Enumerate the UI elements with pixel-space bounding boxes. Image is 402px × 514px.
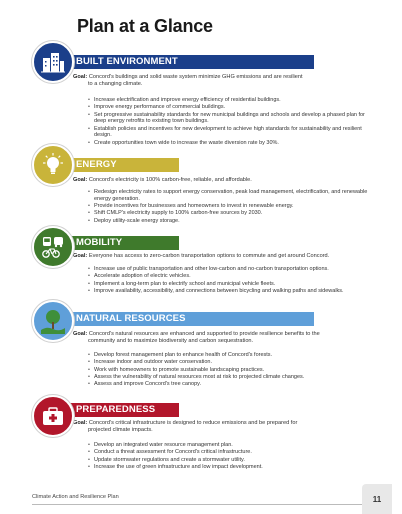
goal-text-line2: community and to maximize biodiversity and carbon sequestration.: [88, 338, 254, 345]
footer-title: Climate Action and Resilience Plan: [32, 494, 119, 500]
action-list: [88, 442, 373, 471]
list-item: • Establish policies and incentives for new development to achieve high standards for sustainability and resilient design.: [88, 126, 373, 139]
list-item: • Improve energy performance of commercial buildings.: [88, 104, 373, 111]
section-heading: NATURAL RESOURCES: [54, 312, 314, 326]
action-list: [88, 97, 373, 147]
goal-text-line1: Concord's critical infrastructure is designed to reduce emissions and be prepared for: [88, 420, 298, 426]
list-item: • Assess the vulnerability of natural resources most at risk to projected climate changes.: [88, 374, 373, 381]
list-item: • Assess and improve Concord's tree canopy.: [88, 381, 373, 388]
action-list: [88, 352, 373, 388]
section-goal: [73, 331, 373, 345]
list-item: • Update stormwater regulations and create a stormwater utility.: [88, 457, 373, 464]
lightbulb-icon: [32, 144, 74, 186]
list-item: • Provide incentives for businesses and homeowners to invest in renewable energy.: [88, 203, 373, 210]
goal-label: Goal:: [73, 253, 88, 259]
list-item: • Create opportunities town wide to increase the waste diversion rate by 30%.: [88, 140, 373, 147]
section-goal: [73, 74, 373, 88]
goal-label: Goal:: [73, 420, 88, 426]
list-item: • Implement a long-term plan to electrify school and municipal vehicle fleets.: [88, 281, 373, 288]
buildings-icon: [32, 41, 74, 83]
section-heading: PREPAREDNESS: [54, 403, 179, 417]
list-item: • Shift CMLP's electricity supply to 100% carbon-free sources by 2030.: [88, 210, 373, 217]
list-item: • Develop forest management plan to enhance health of Concord's forests.: [88, 352, 373, 359]
list-item: • Accelerate adoption of electric vehicles.: [88, 273, 373, 280]
section-heading: BUILT ENVIRONMENT: [54, 55, 314, 69]
transit-icon: [32, 226, 74, 268]
goal-text-line2: projected climate impacts.: [88, 427, 153, 434]
goal-text-line1: Concord's electricity is 100% carbon-free, reliable, and affordable.: [88, 177, 252, 183]
list-item: • Work with homeowners to promote sustainable landscaping practices.: [88, 367, 373, 374]
first-aid-kit-icon: [32, 395, 74, 437]
footer-divider: [32, 504, 362, 505]
list-item: • Increase the use of green infrastructure and low impact development.: [88, 464, 373, 471]
section-heading: MOBILITY: [54, 236, 179, 250]
goal-label: Goal:: [73, 177, 88, 183]
section-goal: [73, 253, 373, 260]
list-item: • Conduct a threat assessment for Concord's critical infrastructure.: [88, 449, 373, 456]
tree-icon: [32, 300, 74, 342]
section-goal: [73, 420, 373, 434]
goal-text-line1: Everyone has access to zero-carbon transportation options to commute and get around Concord.: [88, 253, 330, 259]
list-item: • Improve availability, accessibility, and connections between bicycling and walking paths and sidewalks.: [88, 288, 373, 295]
list-item: • Deploy utility-scale energy storage.: [88, 218, 373, 225]
list-item: • Redesign electricity rates to support energy conservation, peak load management, electrification, and renewable energy generation.: [88, 189, 373, 202]
page-title: Plan at a Glance: [77, 16, 213, 36]
action-list: [88, 266, 373, 295]
section-heading: ENERGY: [54, 158, 179, 172]
action-list: [88, 189, 373, 225]
list-item: • Develop an integrated water resource management plan.: [88, 442, 373, 449]
page-number: 11: [362, 484, 392, 514]
goal-label: Goal:: [73, 74, 88, 80]
goal-text-line2: to a changing climate.: [88, 81, 143, 88]
list-item: • Increase use of public transportation and other low-carbon and no-carbon transportation options.: [88, 266, 373, 273]
goal-text-line1: Concord's buildings and solid waste system minimize GHG emissions and are resilient: [88, 74, 303, 80]
section-goal: [73, 177, 373, 184]
list-item: • Set progressive sustainability standards for new municipal buildings and schools and develop a phased plan for deep energy retrofits to existing town buildings.: [88, 112, 373, 125]
list-item: • Increase indoor and outdoor water conservation.: [88, 359, 373, 366]
list-item: • Increase electrification and improve energy efficiency of residential buildings.: [88, 97, 373, 104]
goal-label: Goal:: [73, 331, 88, 337]
goal-text-line1: Concord's natural resources are enhanced and supported to provide resilience benefits to the: [88, 331, 320, 337]
